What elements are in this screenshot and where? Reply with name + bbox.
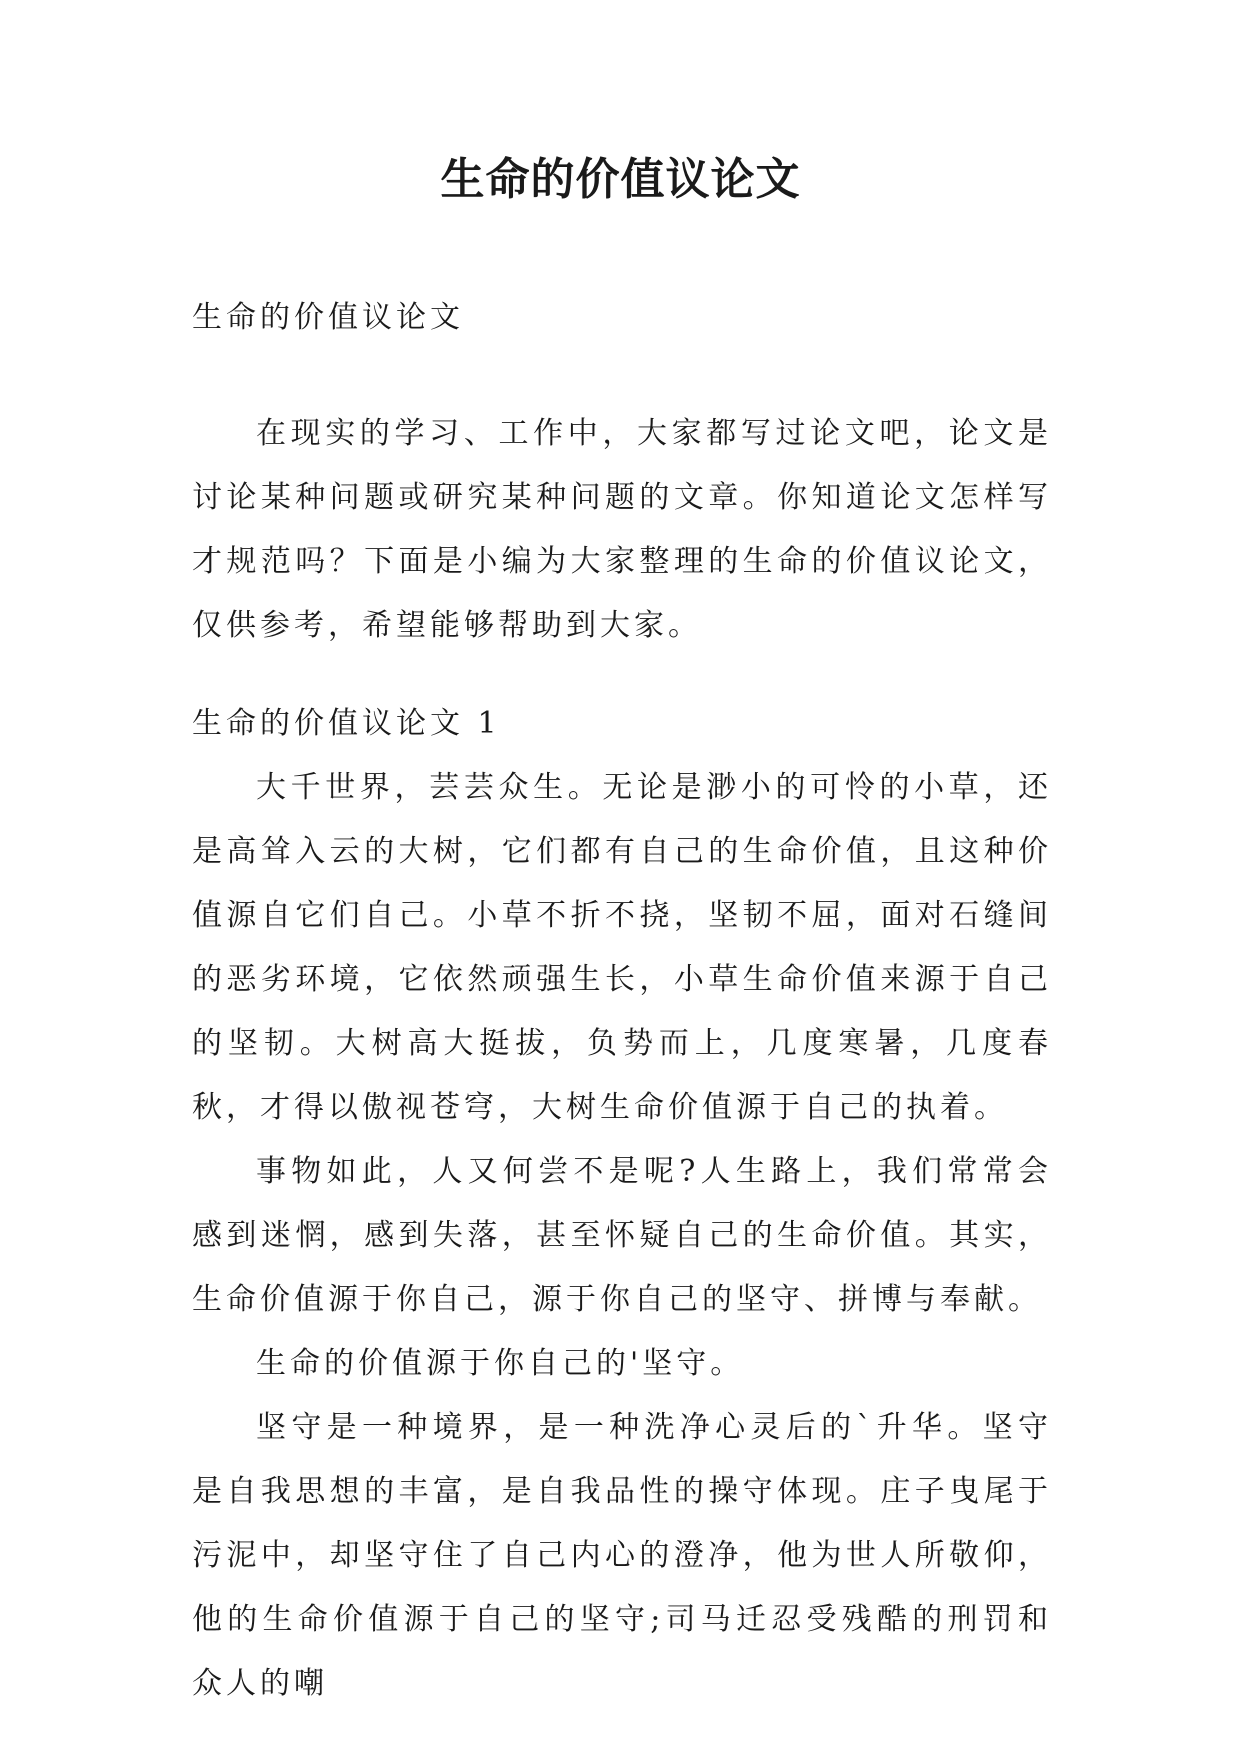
body-paragraph: 事物如此，人又何尝不是呢?人生路上，我们常常会感到迷惘，感到失落，甚至怀疑自己的生命价值。其实，生命价值源于你自己，源于你自己的坚守、拼博与奉献。 xyxy=(192,1154,1052,1317)
section-body xyxy=(192,756,1052,1716)
document-subtitle: 生命的价值议论文 xyxy=(192,300,464,335)
intro-paragraph: 在现实的学习、工作中，大家都写过论文吧，论文是讨论某种问题或研究某种问题的文章。你知道论文怎样写才规范吗？下面是小编为大家整理的生命的价值议论文，仅供参考，希望能够帮助到大家。 xyxy=(192,416,1052,643)
section-heading: 生命的价值议论文 1 xyxy=(192,706,501,741)
document-title: 生命的价值议论文 xyxy=(440,154,801,205)
body-paragraph: 大千世界，芸芸众生。无论是渺小的可怜的小草，还是高耸入云的大树，它们都有自己的生命价值，且这种价值源自它们自己。小草不折不挠，坚韧不屈，面对石缝间的恶劣环境，它依然顽强生长，小草生命价值来源于自己的坚韧。大树高大挺拔，负势而上，几度寒暑，几度春秋，才得以傲视苍穹，大树生命价值源于自己的执着。 xyxy=(192,770,1052,1125)
body-paragraph: 生命的价值源于你自己的'坚守。 xyxy=(256,1346,745,1381)
body-paragraph: 坚守是一种境界，是一种洗净心灵后的`升华。坚守是自我思想的丰富，是自我品性的操守体现。庄子曳尾于污泥中，却坚守住了自己内心的澄净，他为世人所敬仰，他的生命价值源于自己的坚守;司马迁忍受残酷的刑罚和众人的嘲 xyxy=(192,1410,1052,1701)
